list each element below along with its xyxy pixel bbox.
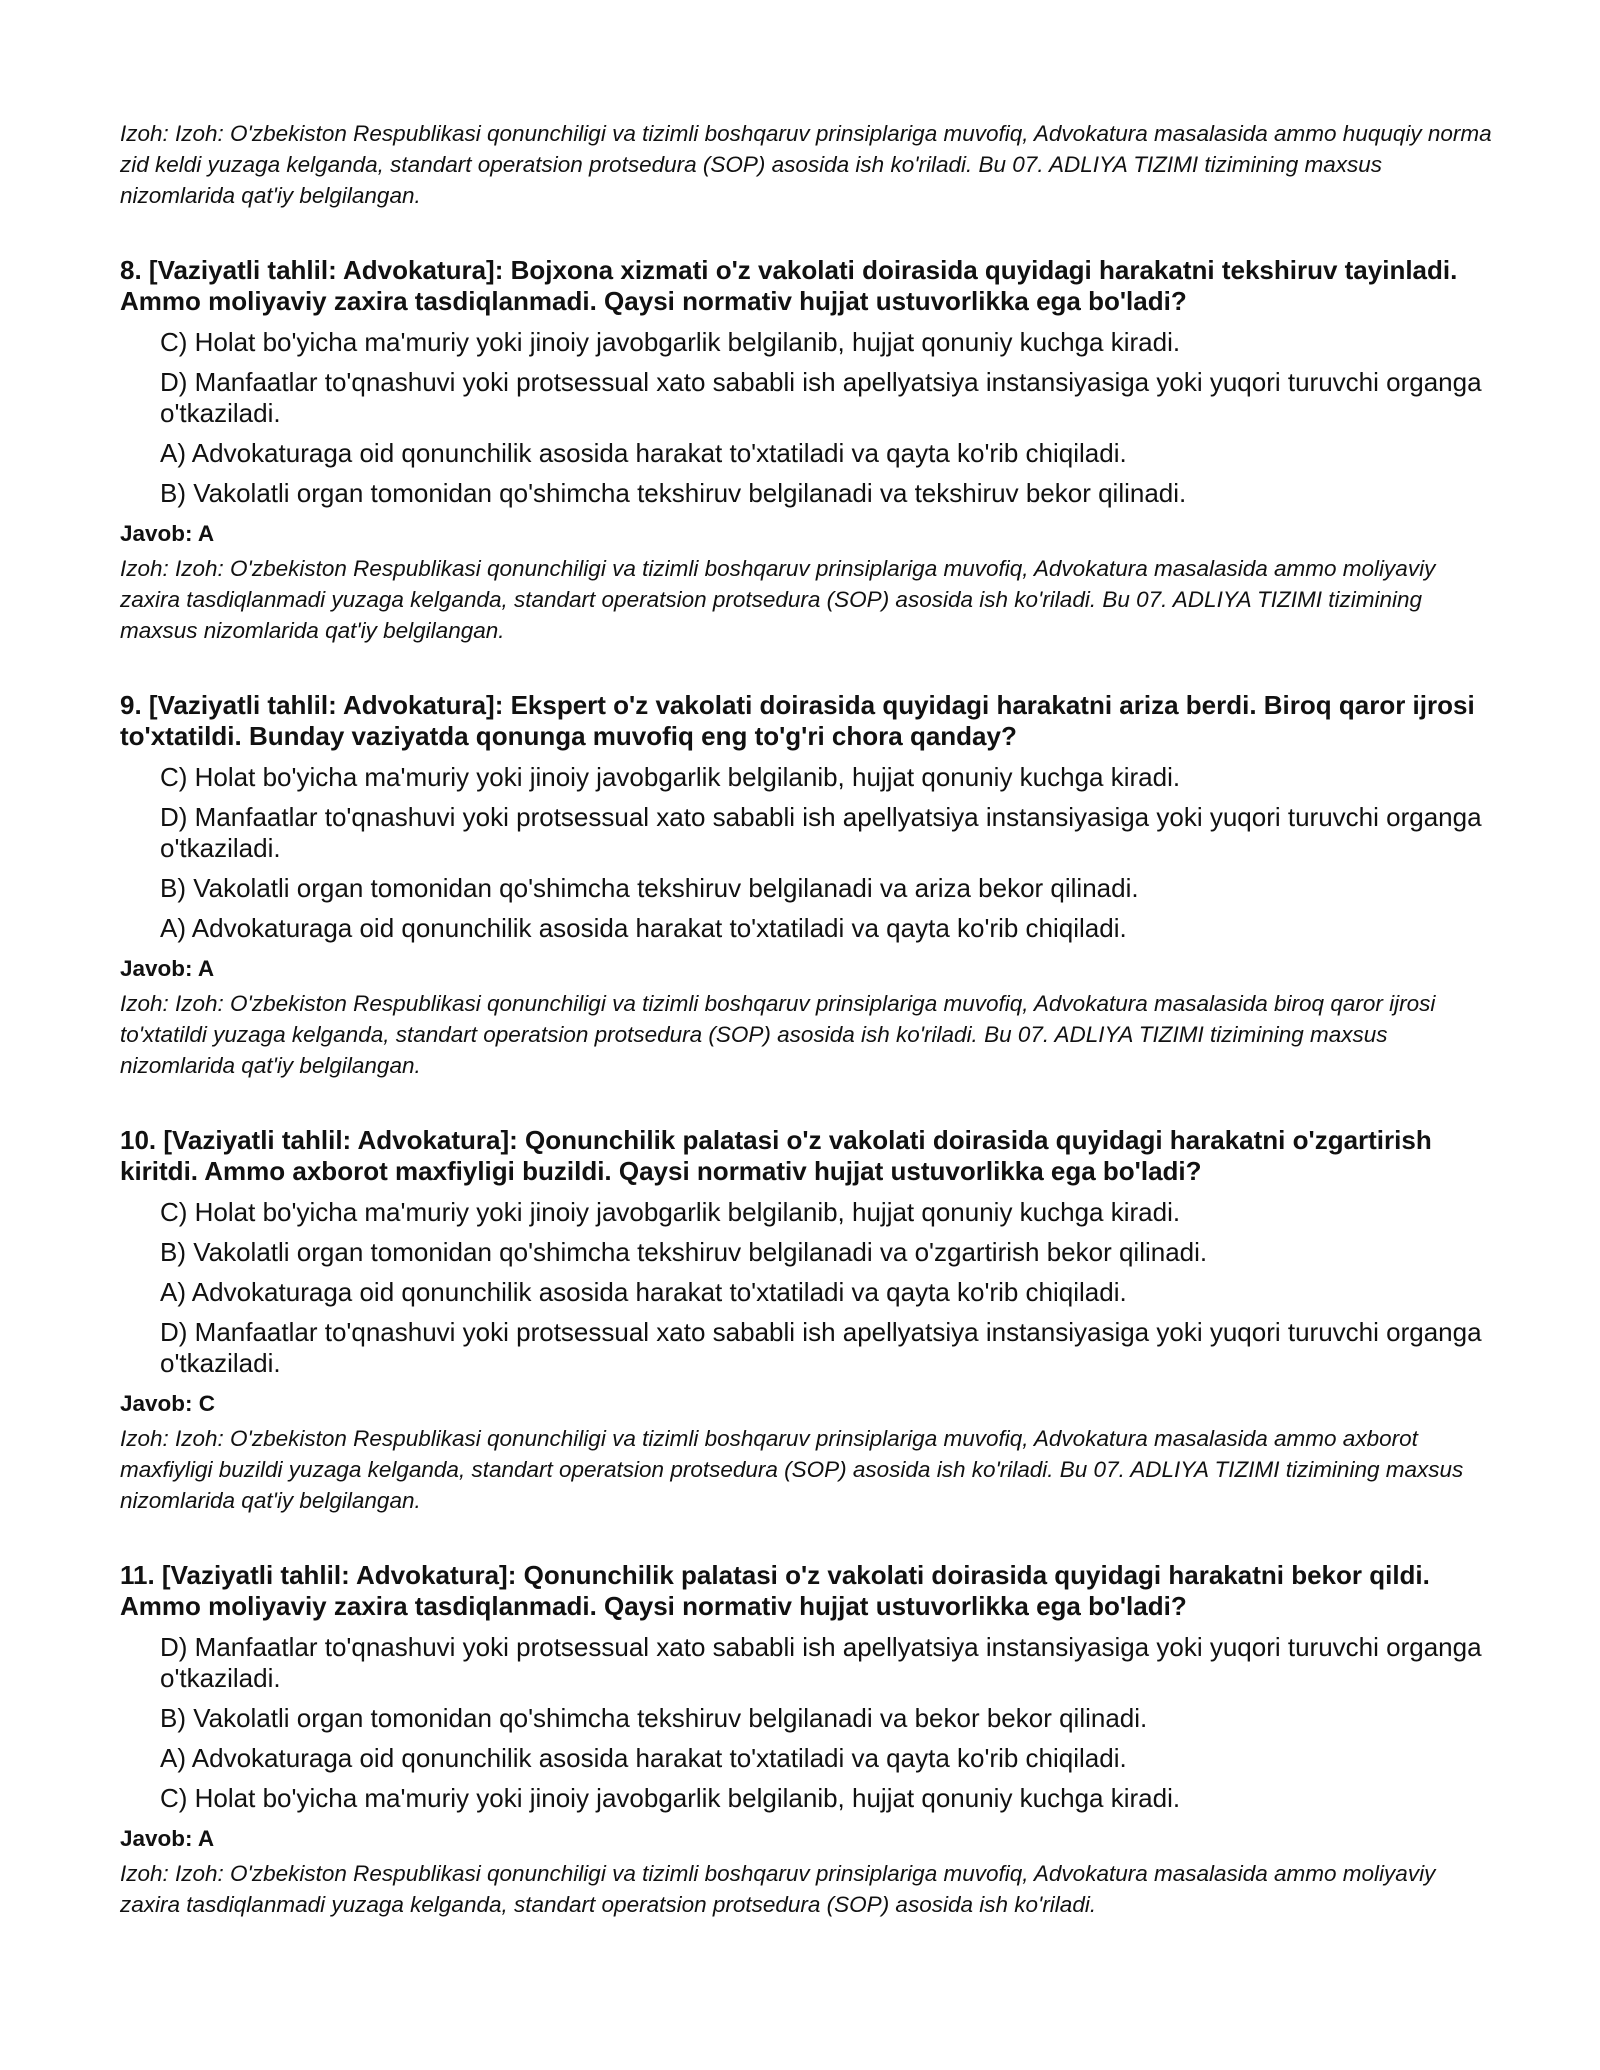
option-a: A) Advokaturaga oid qonunchilik asosida harakat to'xtatiladi va qayta ko'rib chiqiladi.	[160, 1277, 1127, 1307]
answer-label: Javob: C	[120, 1391, 216, 1416]
option-a: A) Advokaturaga oid qonunchilik asosida harakat to'xtatiladi va qayta ko'rib chiqiladi.	[160, 438, 1127, 468]
option-c: C) Holat bo'yicha ma'muriy yoki jinoiy javobgarlik belgilanib, hujjat qonuniy kuchga kiradi.	[160, 762, 1181, 792]
option-b: B) Vakolatli organ tomonidan qo'shimcha tekshiruv belgilanadi va ariza bekor qilinadi.	[160, 873, 1139, 903]
explanation: Izoh: Izoh: O'zbekiston Respublikasi qonunchiligi va tizimli boshqaruv prinsiplariga muvofiq, Advokatura masalasida ammo moliyaviy zaxira tasdiqlanmadi yuzaga kelganda, standart operatsion protsedura (SOP) asosida ish ko'riladi. Bu 07. ADLIYA TIZIMI tizimining maxsus nizomlarida qat'iy belgilangan.	[120, 556, 1436, 643]
question-text: 8. [Vaziyatli tahlil: Advokatura]: Bojxona xizmati o'z vakolati doirasida quyidagi harakatni tekshiruv tayinladi. Ammo moliyaviy zaxira tasdiqlanmadi. Qaysi normativ hujjat ustuvorlikka ega bo'ladi?	[120, 255, 1458, 316]
option-d: D) Manfaatlar to'qnashuvi yoki protsessual xato sababli ish apellyatsiya instansiyasiga yoki yuqori turuvchi organga o'tkaziladi.	[160, 1317, 1482, 1378]
question-11	[120, 1560, 1500, 1920]
explanation: Izoh: Izoh: O'zbekiston Respublikasi qonunchiligi va tizimli boshqaruv prinsiplariga muvofiq, Advokatura masalasida ammo axborot maxfiyligi buzildi yuzaga kelganda, standart operatsion protsedura (SOP) asosida ish ko'riladi. Bu 07. ADLIYA TIZIMI tizimining maxsus nizomlarida qat'iy belgilangan.	[120, 1426, 1464, 1513]
answer-label: Javob: A	[120, 1826, 215, 1851]
question-text: 10. [Vaziyatli tahlil: Advokatura]: Qonunchilik palatasi o'z vakolati doirasida quyidagi harakatni o'zgartirish kiritdi. Ammo axborot maxfiyligi buzildi. Qaysi normativ hujjat ustuvorlikka ega bo'ladi?	[120, 1125, 1432, 1186]
question-text: 9. [Vaziyatli tahlil: Advokatura]: Ekspert o'z vakolati doirasida quyidagi harakatni ariza berdi. Biroq qaror ijrosi to'xtatildi. Bunday vaziyatda qonunga muvofiq eng to'g'ri chora qanday?	[120, 690, 1475, 751]
option-b: B) Vakolatli organ tomonidan qo'shimcha tekshiruv belgilanadi va o'zgartirish bekor qilinadi.	[160, 1237, 1208, 1267]
explanation: Izoh: Izoh: O'zbekiston Respublikasi qonunchiligi va tizimli boshqaruv prinsiplariga muvofiq, Advokatura masalasida biroq qaror ijrosi to'xtatildi yuzaga kelganda, standart operatsion protsedura (SOP) asosida ish ko'riladi. Bu 07. ADLIYA TIZIMI tizimining maxsus nizomlarida qat'iy belgilangan.	[120, 991, 1436, 1078]
answer-label: Javob: A	[120, 521, 215, 546]
question-9	[120, 690, 1500, 1081]
option-d: D) Manfaatlar to'qnashuvi yoki protsessual xato sababli ish apellyatsiya instansiyasiga yoki yuqori turuvchi organga o'tkaziladi.	[160, 1632, 1482, 1693]
option-a: A) Advokaturaga oid qonunchilik asosida harakat to'xtatiladi va qayta ko'rib chiqiladi.	[160, 1743, 1127, 1773]
intro-explanation: Izoh: Izoh: O'zbekiston Respublikasi qonunchiligi va tizimli boshqaruv prinsiplariga muvofiq, Advokatura masalasida ammo huquqiy norma zid keldi yuzaga kelganda, standart operatsion protsedura (SOP) asosida ish ko'riladi. Bu 07. ADLIYA TIZIMI tizimining maxsus nizomlarida qat'iy belgilangan.	[120, 121, 1492, 208]
question-10	[120, 1125, 1500, 1516]
explanation: Izoh: Izoh: O'zbekiston Respublikasi qonunchiligi va tizimli boshqaruv prinsiplariga muvofiq, Advokatura masalasida ammo moliyaviy zaxira tasdiqlanmadi yuzaga kelganda, standart operatsion protsedura (SOP) asosida ish ko'riladi.	[120, 1861, 1436, 1917]
option-b: B) Vakolatli organ tomonidan qo'shimcha tekshiruv belgilanadi va bekor bekor qilinadi.	[160, 1703, 1148, 1733]
question-text: 11. [Vaziyatli tahlil: Advokatura]: Qonunchilik palatasi o'z vakolati doirasida quyidagi harakatni bekor qildi. Ammo moliyaviy zaxira tasdiqlanmadi. Qaysi normativ hujjat ustuvorlikka ega bo'ladi?	[120, 1560, 1430, 1621]
option-d: D) Manfaatlar to'qnashuvi yoki protsessual xato sababli ish apellyatsiya instansiyasiga yoki yuqori turuvchi organga o'tkaziladi.	[160, 367, 1482, 428]
option-c: C) Holat bo'yicha ma'muriy yoki jinoiy javobgarlik belgilanib, hujjat qonuniy kuchga kiradi.	[160, 1783, 1181, 1813]
answer-label: Javob: A	[120, 956, 215, 981]
option-a: A) Advokaturaga oid qonunchilik asosida harakat to'xtatiladi va qayta ko'rib chiqiladi.	[160, 913, 1127, 943]
option-d: D) Manfaatlar to'qnashuvi yoki protsessual xato sababli ish apellyatsiya instansiyasiga yoki yuqori turuvchi organga o'tkaziladi.	[160, 802, 1482, 863]
option-b: B) Vakolatli organ tomonidan qo'shimcha tekshiruv belgilanadi va tekshiruv bekor qilinadi.	[160, 478, 1187, 508]
question-8	[120, 255, 1500, 646]
document-page	[120, 118, 1500, 1920]
option-c: C) Holat bo'yicha ma'muriy yoki jinoiy javobgarlik belgilanib, hujjat qonuniy kuchga kiradi.	[160, 327, 1181, 357]
option-c: C) Holat bo'yicha ma'muriy yoki jinoiy javobgarlik belgilanib, hujjat qonuniy kuchga kiradi.	[160, 1197, 1181, 1227]
